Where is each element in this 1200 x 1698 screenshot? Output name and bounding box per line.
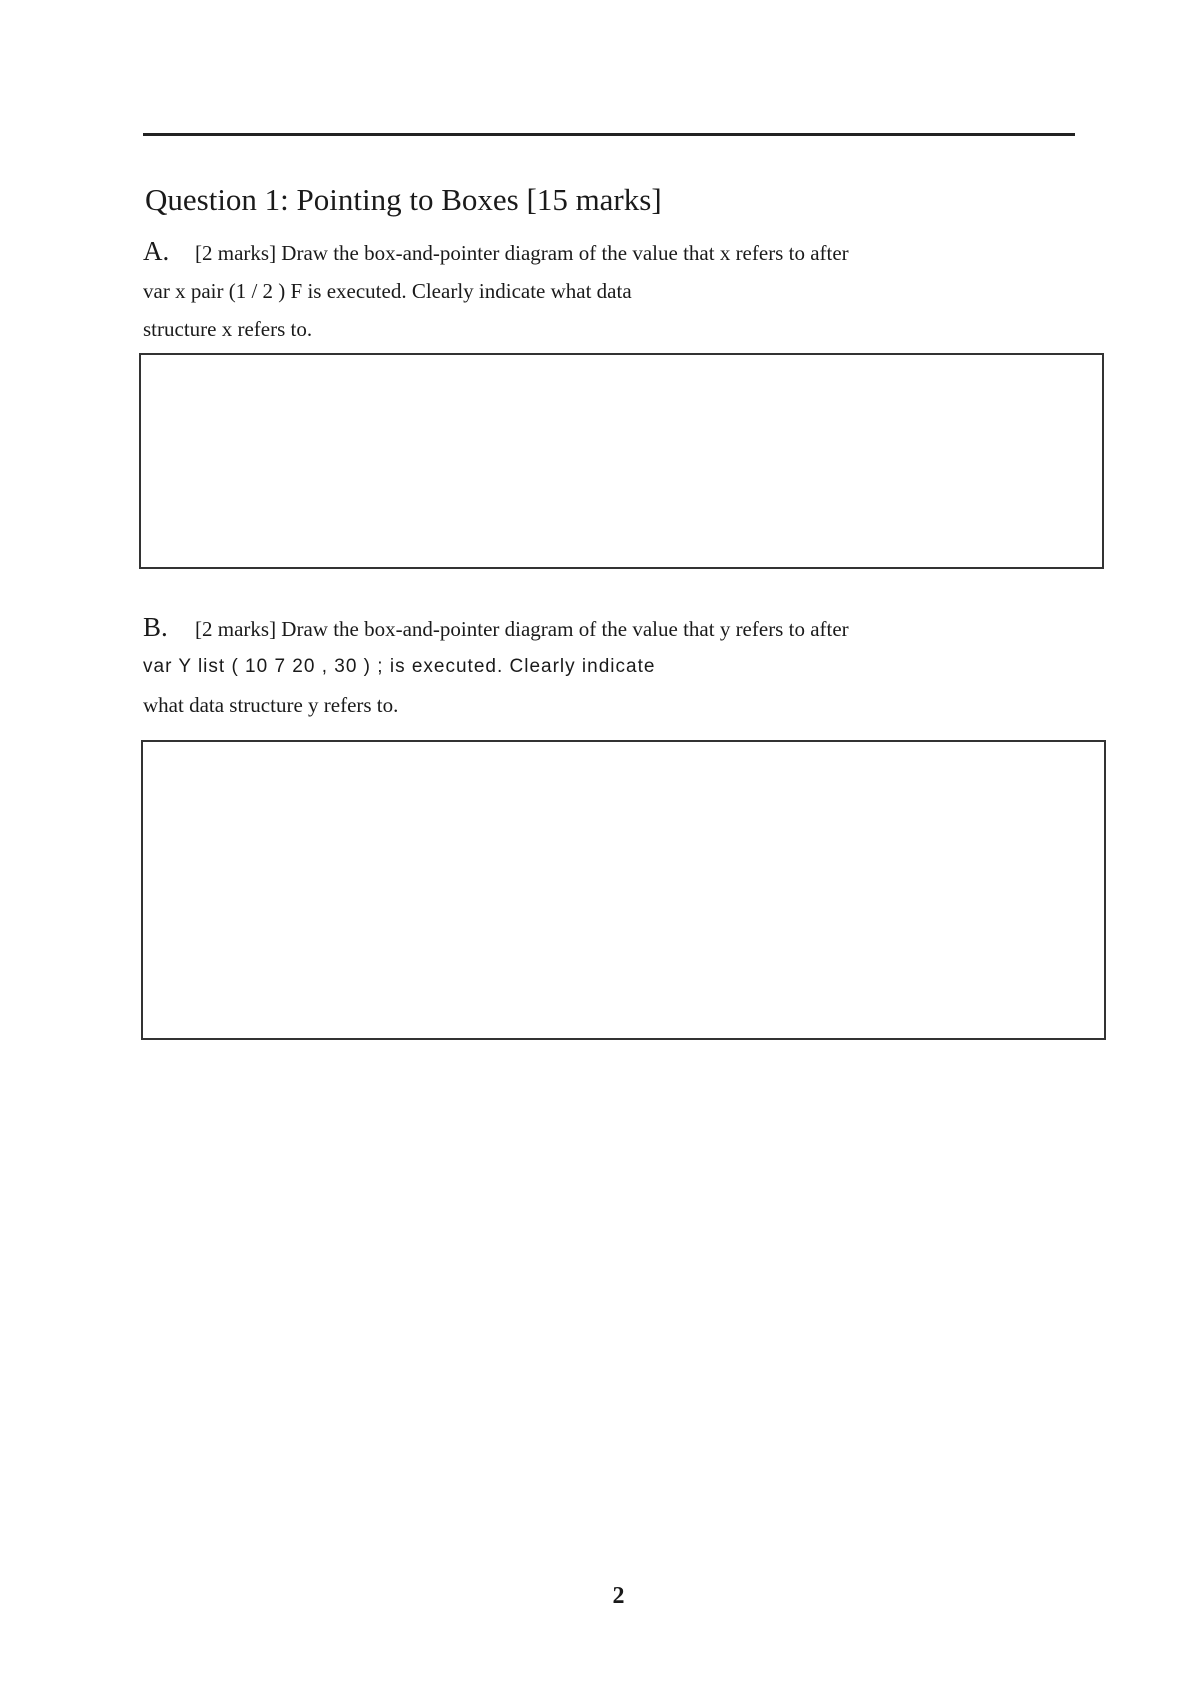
part-a-line-2: var x pair (1 / 2 ) F is executed. Clearly indicate what data xyxy=(143,279,632,303)
part-b-instruction: [2 marks] Draw the box-and-pointer diagram of the value that y refers to after xyxy=(195,617,849,641)
part-b-line-2: var Y list ( 10 7 20 , 30 ) ; is executed. Clearly indicate xyxy=(143,656,656,677)
part-b-line-1 xyxy=(143,608,1023,648)
part-b xyxy=(143,608,1023,724)
part-a xyxy=(143,232,1023,348)
part-b-letter: B. xyxy=(143,612,168,642)
answer-box-b[interactable] xyxy=(141,740,1106,1040)
page-number: 2 xyxy=(612,1583,625,1609)
part-a-line-3: structure x refers to. xyxy=(143,317,313,341)
part-b-line-3: what data structure y refers to. xyxy=(143,693,399,717)
question-title: Question 1: Pointing to Boxes [15 marks] xyxy=(145,182,662,217)
part-a-instruction: [2 marks] Draw the box-and-pointer diagram of the value that x refers to after xyxy=(195,241,849,265)
answer-box-a[interactable] xyxy=(139,353,1104,569)
part-a-line-1 xyxy=(143,232,1023,272)
header-rule xyxy=(143,133,1075,136)
part-a-letter: A. xyxy=(143,236,170,266)
